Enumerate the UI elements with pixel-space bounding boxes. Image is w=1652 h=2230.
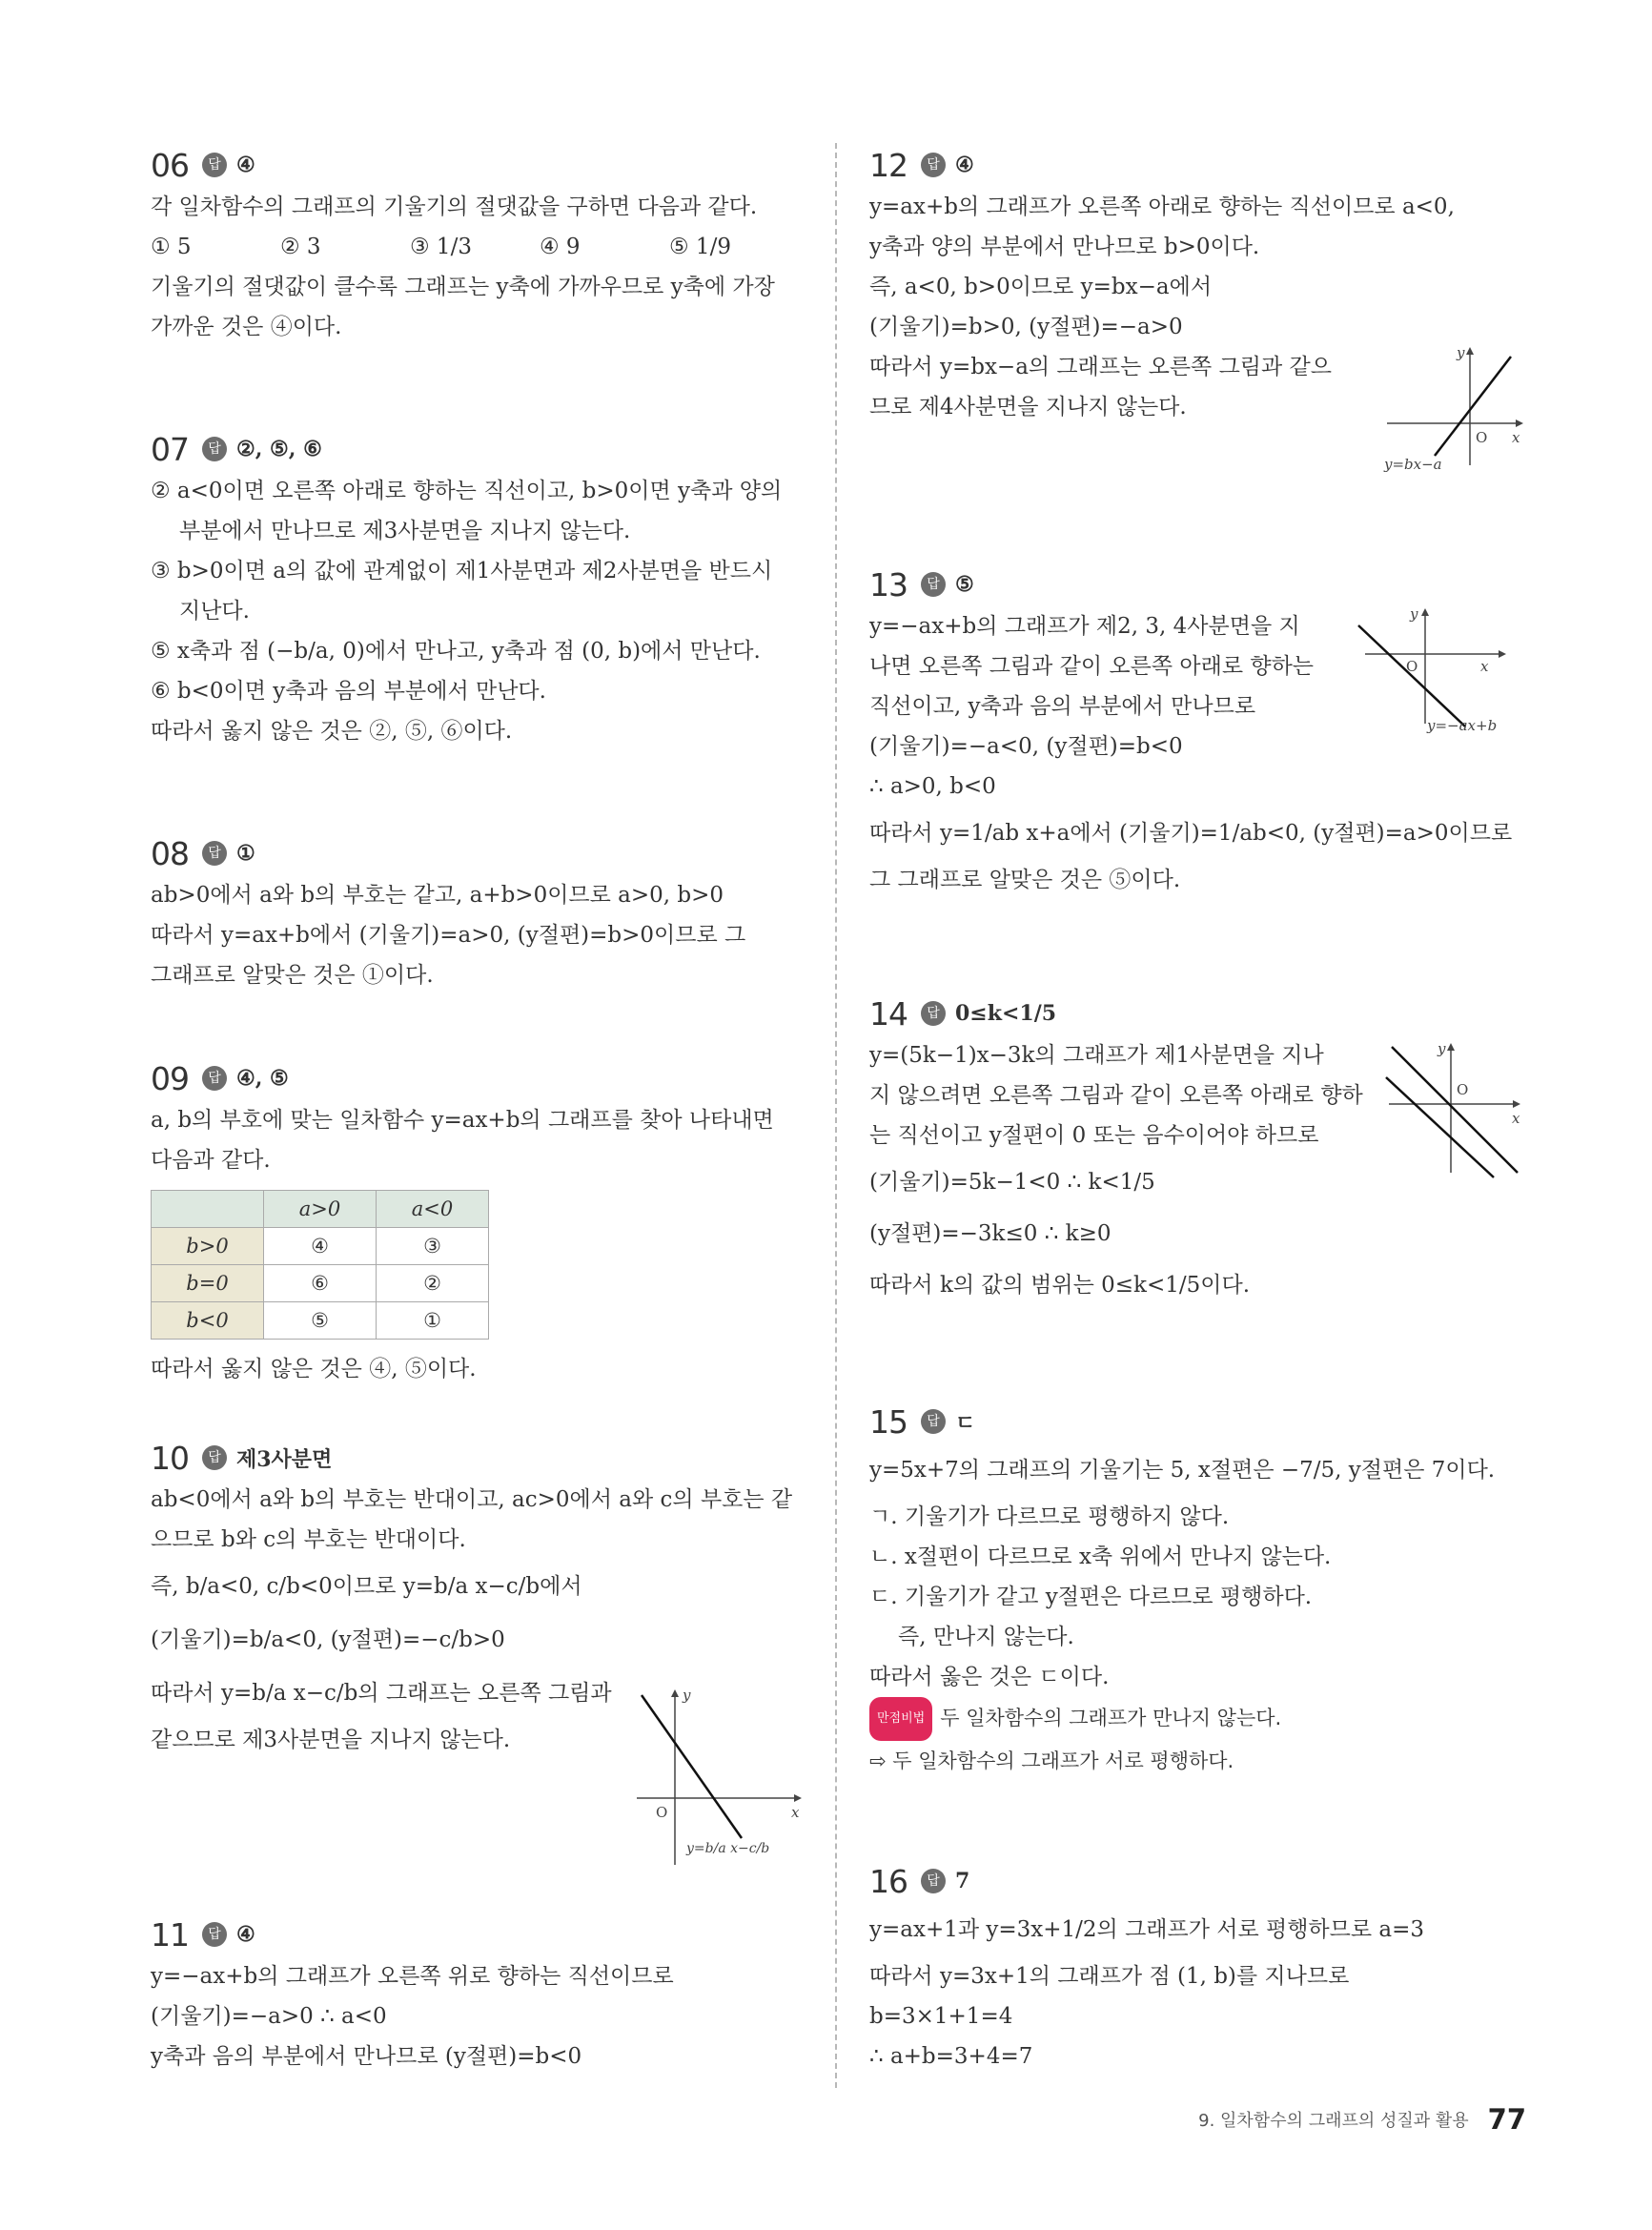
y-axis-arrow <box>1447 1043 1455 1051</box>
line: a, b의 부호에 맞는 일차함수 y=ax+b의 그래프를 찾아 나타내면 <box>151 1108 774 1133</box>
line: 각 일차함수의 그래프의 기울기의 절댓값을 구하면 다음과 같다. <box>151 194 758 219</box>
page-number: 77 <box>1487 2103 1526 2136</box>
graph-p14 <box>1384 1039 1527 1182</box>
problem-number: 13 <box>869 565 908 604</box>
x-label: x <box>791 1804 800 1821</box>
table-cell: ⑤ <box>264 1302 377 1340</box>
line: y=−ax+b의 그래프가 오른쪽 위로 향하는 직선이므로 <box>151 1964 674 1989</box>
option: ① 5 <box>151 235 192 259</box>
answer-badge: 답 <box>921 153 946 177</box>
answer-badge: 답 <box>202 1922 227 1947</box>
line: 나면 오른쪽 그림과 같이 오른쪽 아래로 향하는 <box>869 654 1315 679</box>
line: y축과 음의 부분에서 만나므로 (y절편)=b<0 <box>151 2044 582 2069</box>
line: 그 그래프로 알맞은 것은 ⑤이다. <box>869 868 1181 892</box>
line: y=−ax+b의 그래프가 제2, 3, 4사분면을 지 <box>869 614 1300 639</box>
line: 기울기의 절댓값이 클수록 그래프는 y축에 가까우므로 y축에 가장 <box>151 275 775 299</box>
line: 므로 제4사분면을 지나지 않는다. <box>869 395 1187 419</box>
problem-13 <box>869 563 1527 900</box>
line: 따라서 y=1/ab x+a에서 (기울기)=1/ab<0, (y절편)=a>0이므로 <box>869 821 1513 846</box>
graph-line <box>1386 1077 1494 1177</box>
x-label: x <box>1512 429 1520 446</box>
line: ⑥ b<0이면 y축과 음의 부분에서 만난다. <box>151 679 546 704</box>
table-cell: ② <box>377 1265 489 1302</box>
line: ㄴ. x절편이 다르므로 x축 위에서 만나지 않는다. <box>869 1545 1332 1569</box>
x-axis-arrow <box>794 1794 802 1802</box>
line: y축과 양의 부분에서 만나므로 b>0이다. <box>869 235 1260 259</box>
option-list <box>151 227 808 267</box>
y-axis-arrow <box>1466 347 1474 355</box>
problem-number: 08 <box>151 834 189 872</box>
graph-line <box>1435 357 1511 456</box>
answer: ④ <box>236 153 255 177</box>
answer-badge: 답 <box>921 572 946 597</box>
y-label: y <box>1438 1040 1446 1057</box>
answer: ④ <box>236 1922 255 1947</box>
option: ③ 1/3 <box>410 235 472 259</box>
table-row-header: b=0 <box>152 1265 264 1302</box>
table-cell: ③ <box>377 1228 489 1265</box>
graph-p13 <box>1351 604 1522 738</box>
problem-number: 07 <box>151 430 189 468</box>
line: y=ax+b의 그래프가 오른쪽 아래로 향하는 직선이므로 a<0, <box>869 194 1455 219</box>
x-axis-arrow <box>1513 1100 1520 1108</box>
line: ② a<0이면 오른쪽 아래로 향하는 직선이고, b>0이면 y축과 양의 <box>151 479 783 503</box>
line: 으므로 b와 c의 부호는 반대이다. <box>151 1527 466 1552</box>
problem-12 <box>869 143 1527 473</box>
column-divider <box>835 143 837 2088</box>
answer: ②, ⑤, ⑥ <box>236 437 322 461</box>
line: ⑤ x축과 점 (−b/a, 0)에서 만나고, y축과 점 (0, b)에서 만난다. <box>151 639 761 664</box>
line: ab>0에서 a와 b의 부호는 같고, a+b>0이므로 a>0, b>0 <box>151 883 724 908</box>
tip-conclusion: ⇨ 두 일차함수의 그래프가 서로 평행하다. <box>869 1749 1234 1772</box>
line: y=ax+1과 y=3x+1/2의 그래프가 서로 평행하므로 a=3 <box>869 1917 1425 1942</box>
problem-15 <box>869 1400 1527 1781</box>
answer-badge: 답 <box>921 1409 946 1434</box>
line: 따라서 y=3x+1의 그래프가 점 (1, b)를 지나므로 <box>869 1964 1350 1989</box>
answer: ④ <box>955 153 974 177</box>
graph-p12 <box>1382 343 1525 477</box>
graph-p10 <box>627 1686 808 1876</box>
answer-badge: 답 <box>202 437 227 461</box>
answer-badge: 답 <box>202 841 227 866</box>
answer: ㄷ <box>955 1410 976 1436</box>
line: 지난다. <box>179 599 250 624</box>
y-label: y <box>1457 344 1465 361</box>
problem-10 <box>151 1436 808 1856</box>
problem-number: 15 <box>869 1402 908 1441</box>
answer: ④, ⑤ <box>236 1066 289 1091</box>
line: ㄱ. 기울기가 다르므로 평행하지 않다. <box>869 1504 1230 1529</box>
problem-11 <box>151 1913 808 2077</box>
y-axis-arrow <box>1421 608 1429 616</box>
table-header-cell: a<0 <box>377 1191 489 1228</box>
option: ② 3 <box>280 235 321 259</box>
line: (기울기)=5k−1<0 ∴ k<1/5 <box>869 1170 1155 1195</box>
problem-number: 06 <box>151 146 189 184</box>
line: 다음과 같다. <box>151 1148 271 1173</box>
table-cell: ① <box>377 1302 489 1340</box>
answer-badge: 답 <box>921 1001 946 1026</box>
line: 따라서 k의 값의 범위는 0≤k<1/5이다. <box>869 1273 1251 1298</box>
answer: ⑤ <box>955 572 974 597</box>
option: ④ 9 <box>540 235 581 259</box>
answer-badge: 답 <box>202 1445 227 1470</box>
problem-number: 16 <box>869 1862 908 1900</box>
origin-label: O <box>1457 1081 1469 1098</box>
line: ③ b>0이면 a의 값에 관계없이 제1사분면과 제2사분면을 반드시 <box>151 559 773 583</box>
tip-badge: 만점비법 <box>869 1697 932 1741</box>
tip-note <box>869 1697 1527 1741</box>
answer: 제3사분면 <box>236 1446 333 1472</box>
chapter-title: 9. 일차함수의 그래프의 성질과 활용 <box>1198 2111 1469 2131</box>
line: 같으므로 제3사분면을 지나지 않는다. <box>151 1728 511 1752</box>
line: 즉, a<0, b>0이므로 y=bx−a에서 <box>869 275 1213 299</box>
line: 즉, 만나지 않는다. <box>898 1625 1074 1649</box>
table-cell: ④ <box>264 1228 377 1265</box>
origin-label: O <box>1406 658 1418 675</box>
x-axis-arrow <box>1516 419 1523 427</box>
line: 따라서 y=bx−a의 그래프는 오른쪽 그림과 같으 <box>869 355 1332 379</box>
line: 따라서 옳지 않은 것은 ②, ⑤, ⑥이다. <box>151 719 513 744</box>
y-label: y <box>1410 605 1418 623</box>
line: 따라서 y=b/a x−c/b의 그래프는 오른쪽 그림과 <box>151 1681 612 1706</box>
problem-14 <box>869 992 1527 1312</box>
line: b=3×1+1=4 <box>869 2004 1013 2029</box>
equation-label: y=b/a x−c/b <box>686 1841 770 1856</box>
line: (기울기)=b/a<0, (y절편)=−c/b>0 <box>151 1627 505 1652</box>
line: 직선이고, y축과 음의 부분에서 만나므로 <box>869 694 1256 719</box>
table-header-cell: a>0 <box>264 1191 377 1228</box>
line: ㄷ. 기울기가 같고 y절편은 다르므로 평행하다. <box>869 1585 1313 1609</box>
line: y=5x+7의 그래프의 기울기는 5, x절편은 −7/5, y절편은 7이다. <box>869 1458 1496 1483</box>
origin-label: O <box>656 1804 668 1821</box>
x-label: x <box>1480 658 1489 675</box>
line: 가까운 것은 ④이다. <box>151 315 342 339</box>
equation-label: y=bx−a <box>1384 456 1442 473</box>
table-header-cell <box>152 1191 264 1228</box>
x-label: x <box>1512 1110 1520 1127</box>
line: (y절편)=−3k≤0 ∴ k≥0 <box>869 1221 1112 1246</box>
line: 지 않으려면 오른쪽 그림과 같이 오른쪽 아래로 향하 <box>869 1083 1363 1108</box>
answer-badge: 답 <box>202 1066 227 1091</box>
problem-16 <box>869 1859 1527 2077</box>
line: 그래프로 알맞은 것은 ①이다. <box>151 963 434 988</box>
table-cell: ⑥ <box>264 1265 377 1302</box>
answer-badge: 답 <box>921 1869 946 1893</box>
line: (기울기)=−a<0, (y절편)=b<0 <box>869 734 1183 759</box>
line: 부분에서 만나므로 제3사분면을 지나지 않는다. <box>179 519 631 543</box>
line: 는 직선이고 y절편이 0 또는 음수이어야 하므로 <box>869 1123 1319 1148</box>
graph-line <box>1358 625 1465 726</box>
line: (기울기)=b>0, (y절편)=−a>0 <box>869 315 1183 339</box>
answer: 7 <box>955 1869 970 1893</box>
problem-number: 12 <box>869 146 908 184</box>
sign-table <box>151 1190 489 1340</box>
problem-number: 10 <box>151 1439 189 1477</box>
problem-number: 14 <box>869 994 908 1033</box>
answer-badge: 답 <box>202 153 227 177</box>
line: 즉, b/a<0, c/b<0이므로 y=b/a x−c/b에서 <box>151 1574 582 1599</box>
answer: 0≤k<1/5 <box>955 1001 1057 1026</box>
page-footer <box>1198 2103 1526 2136</box>
origin-label: O <box>1476 429 1488 446</box>
line: ∴ a+b=3+4=7 <box>869 2044 1033 2069</box>
x-axis-arrow <box>1499 650 1506 658</box>
table-row-header: b>0 <box>152 1228 264 1265</box>
problem-07 <box>151 427 808 751</box>
line: 따라서 옳은 것은 ㄷ이다. <box>869 1665 1110 1689</box>
problem-number: 11 <box>151 1915 189 1954</box>
answer: ① <box>236 841 255 866</box>
problem-number: 09 <box>151 1059 189 1097</box>
line: y=(5k−1)x−3k의 그래프가 제1사분면을 지나 <box>869 1043 1324 1068</box>
y-label: y <box>683 1687 691 1704</box>
table-row-header: b<0 <box>152 1302 264 1340</box>
line: 따라서 옳지 않은 것은 ④, ⑤이다. <box>151 1357 477 1381</box>
problem-06 <box>151 143 808 347</box>
tip-text: 두 일차함수의 그래프가 만나지 않는다. <box>940 1707 1282 1729</box>
problem-09 <box>151 1056 808 1389</box>
line: ab<0에서 a와 b의 부호는 반대이고, ac>0에서 a와 c의 부호는 같 <box>151 1487 793 1512</box>
option: ⑤ 1/9 <box>669 235 731 259</box>
equation-label: y=−ax+b <box>1427 717 1498 734</box>
problem-08 <box>151 831 808 995</box>
line: 따라서 y=ax+b에서 (기울기)=a>0, (y절편)=b>0이므로 그 <box>151 923 746 948</box>
graph-line <box>1392 1047 1518 1173</box>
y-axis-arrow <box>671 1689 679 1697</box>
line: (기울기)=−a>0 ∴ a<0 <box>151 2004 387 2029</box>
line: ∴ a>0, b<0 <box>869 774 996 799</box>
